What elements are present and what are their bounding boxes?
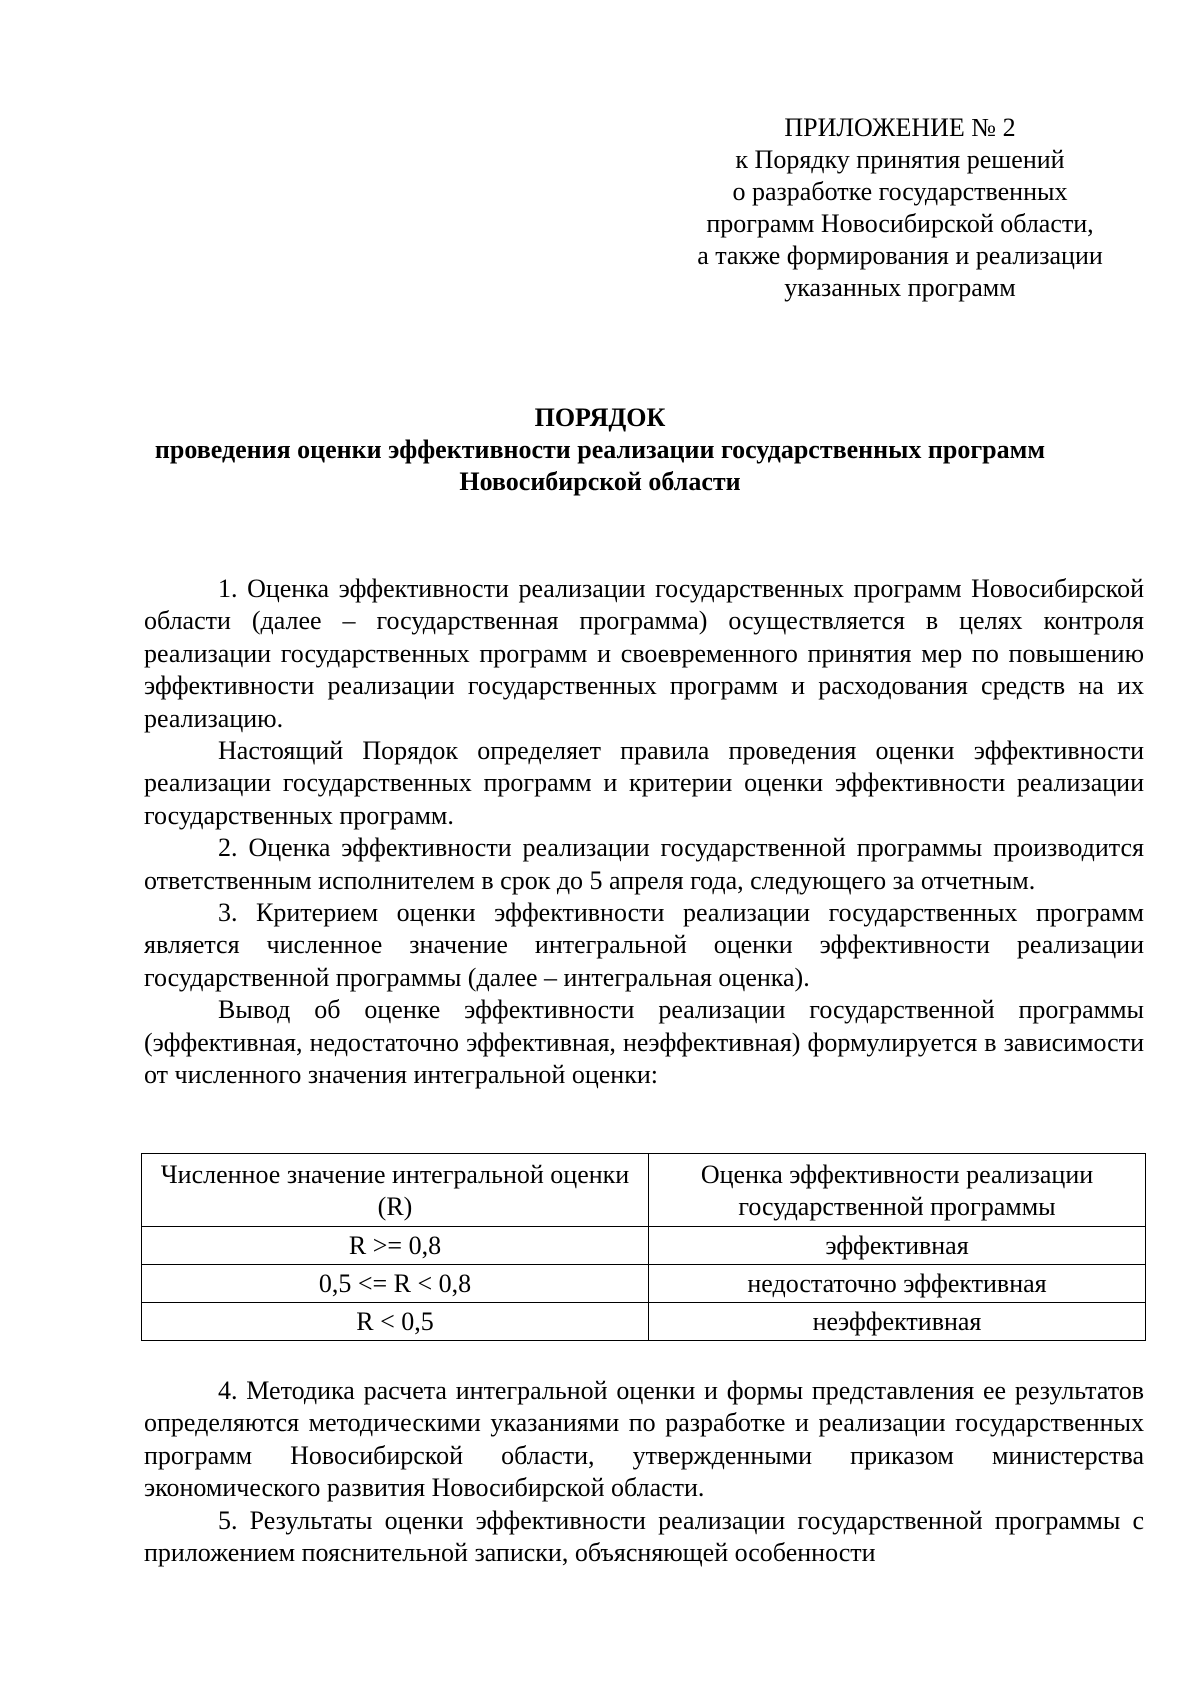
- paragraph: Настоящий Порядок определяет правила проведения оценки эффективности реализации государственных программ и критерии оценки эффективности реализации государственных программ.: [144, 736, 1144, 830]
- body-section-1: [144, 573, 1144, 1092]
- appendix-header: [640, 112, 1160, 304]
- title-subtitle: Новосибирской области: [459, 467, 741, 496]
- document-title: [130, 402, 1070, 498]
- table-cell: неэффективная: [649, 1303, 1146, 1341]
- evaluation-table: [141, 1153, 1146, 1341]
- appendix-line: о разработке государственных: [732, 177, 1068, 206]
- paragraph: 2. Оценка эффективности реализации государственной программы производится ответственным исполнителем в срок до 5 апреля года, следующего за отчетным.: [144, 833, 1144, 895]
- table-cell: недостаточно эффективная: [649, 1265, 1146, 1303]
- appendix-line: программ Новосибирской области,: [706, 209, 1094, 238]
- title-heading: ПОРЯДОК: [534, 403, 666, 432]
- table-row: [142, 1227, 1146, 1265]
- table-row: [142, 1303, 1146, 1341]
- table-header-row: [142, 1154, 1146, 1227]
- table-header-cell: Оценка эффективности реализации государственной программы: [649, 1154, 1146, 1227]
- table-cell: R >= 0,8: [142, 1227, 649, 1265]
- paragraph: Вывод об оценке эффективности реализации государственной программы (эффективная, недостаточно эффективная, неэффективная) формулируется в зависимости от численного значения интегральной оценки:: [144, 995, 1144, 1090]
- paragraph: 4. Методика расчета интегральной оценки и формы представления ее результатов определяются методическими указаниями по разработке и реализации государственных программ Новосибирской области, утвержденными приказом министерства экономического развития Новосибирской области.: [144, 1376, 1144, 1503]
- table-cell: R < 0,5: [142, 1303, 649, 1341]
- table-cell: 0,5 <= R < 0,8: [142, 1265, 649, 1303]
- paragraph: 3. Критерием оценки эффективности реализации государственных программ является численное значение интегральной оценки эффективности реализации государственной программы (далее – интегральная оценка).: [144, 898, 1144, 992]
- table-cell: эффективная: [649, 1227, 1146, 1265]
- table-row: [142, 1265, 1146, 1303]
- body-section-2: [144, 1375, 1144, 1569]
- table-header-cell: Численное значение интегральной оценки (R): [142, 1154, 649, 1227]
- paragraph: 1. Оценка эффективности реализации государственных программ Новосибирской области (далее – государственная программа) осуществляется в целях контроля реализации государственных программ и своевременного принятия мер по повышению эффективности реализации государственных программ и расходования средств на их реализацию.: [144, 574, 1144, 733]
- appendix-line: указанных программ: [784, 273, 1016, 302]
- appendix-line: ПРИЛОЖЕНИЕ № 2: [784, 113, 1016, 142]
- paragraph: 5. Результаты оценки эффективности реализации государственной программы с приложением пояснительной записки, объясняющей особенности: [144, 1505, 1144, 1568]
- title-subtitle: проведения оценки эффективности реализации государственных программ: [154, 435, 1046, 464]
- appendix-line: а также формирования и реализации: [697, 241, 1103, 270]
- appendix-line: к Порядку принятия решений: [735, 145, 1065, 174]
